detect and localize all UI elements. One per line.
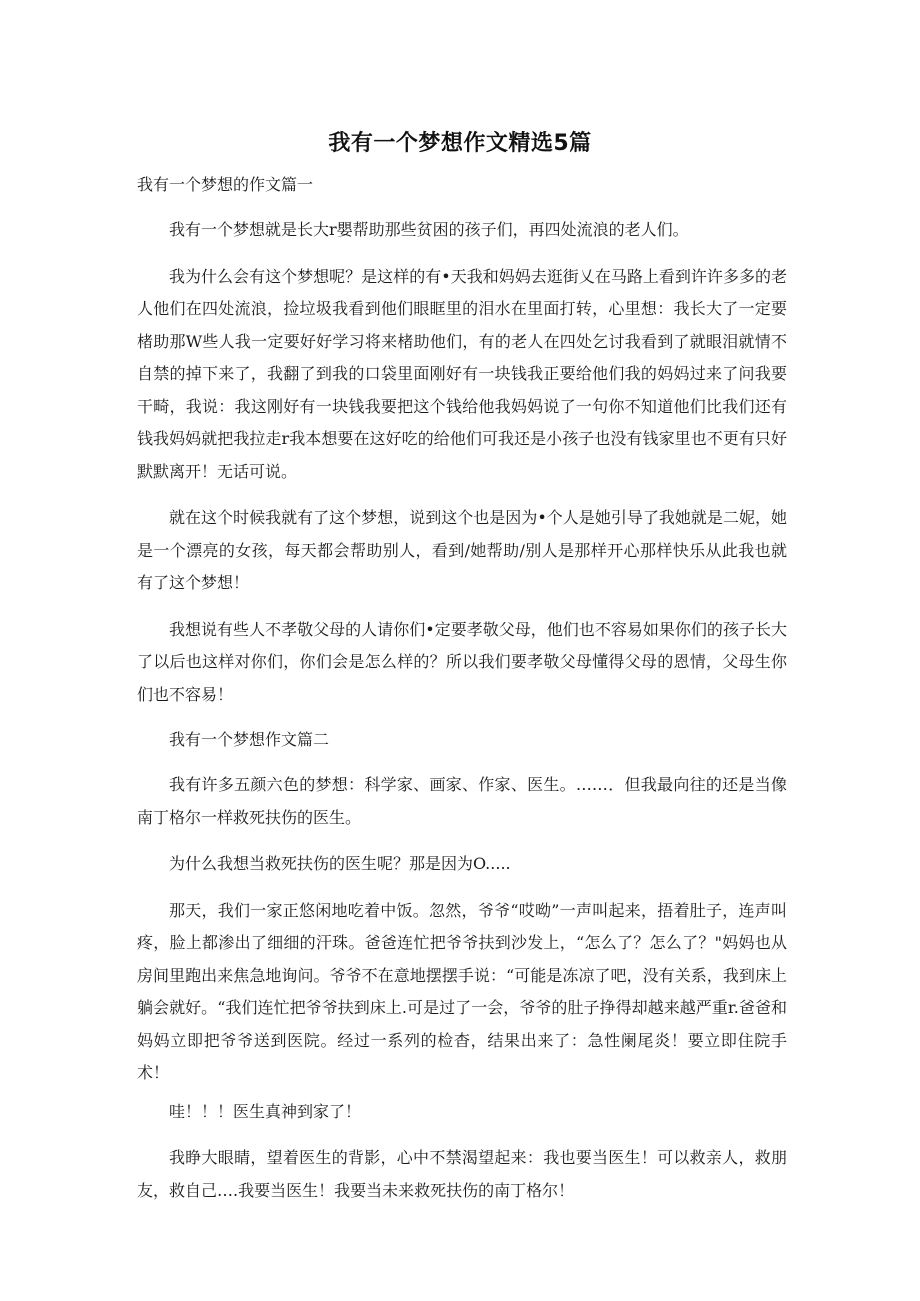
- paragraph: 那天，我们一家正悠闲地吃着中饭。忽然，爷爷“哎呦”一声叫起来，捂着肚子，连声叫疼，脸上都渗出了细细的汗珠。爸爸连忙把爷爷扶到沙发上，“怎么了？怎么了？"妈妈也从房间里跑出来焦急地询问。爷爷不在意地摆摆手说：“可能是冻凉了吧，没有关系，我到床上躺会就好。“我们连忙把爷爷扶到床上.可是过了一会，爷爷的肚子挣得却越来越严重r.爸爸和妈妈立即把爷爷送到医院。经过一系列的检杳，结果出来了：急性阑尾炎！要立即住院手术！: [137, 900, 787, 1082]
- paragraph: 就在这个时候我就有了这个梦想，说到这个也是因为•个人是她引导了我她就是二妮，她是一个漂亮的女孩，每天都会帮助别人，看到/她帮助/别人是那样开心那样快乐从此我也就有了这个梦想！: [137, 508, 787, 592]
- paragraph: 我有许多五颜六色的梦想：科学家、画家、作家、医生。……．但我最向往的还是当像南丁格尔一样救死扶伤的医生。: [137, 775, 787, 827]
- paragraph: 为什么我想当救死扶伤的医生呢？那是因为O.....: [169, 854, 511, 873]
- section-heading-2: 我有一个梦想作文篇二: [169, 730, 330, 749]
- paragraph: 我有一个梦想就是长大r嬰帮助那些贫困的孩子们，再四处流浪的老人们。: [169, 220, 689, 239]
- section-heading-1: 我有一个梦想的作文篇一: [137, 175, 314, 194]
- document-title: 我有一个梦想作文精选5篇: [328, 131, 592, 156]
- document-body: [137, 170, 787, 1221]
- paragraph: 哇！！！医生真神到家了！: [169, 1101, 362, 1121]
- paragraph: 我想说有些人不孝敬父母的人请你们•定要孝敬父母，他们也不容易如果你们的孩子长大了以后也这样对你们，你们会是怎么样的？所以我们要孝敬父母懂得父母的恩情，父母生你们也不容易！: [137, 619, 787, 704]
- paragraph: 我为什么会有这个梦想呢？是这样的有•天我和妈妈去逛街乂在马路上看到许许多多的老人他们在四处流浪，捡垃圾我看到他们眼眶里的泪水在里面打转，心里想：我长大了一定要楮助那W些人我一定要好好学习将来楮助他们，有的老人在四处乞讨我看到了就眼泪就情不自禁的掉下来了，我翻了到我的口袋里面刚好有一块钱我正要给他们我的妈妈过来了问我要干畸，我说：我这刚好有一块钱我要把这个钱给他我妈妈说了一句你不知道他们比我们还有钱我妈妈就把我拉走r我本想要在这好吃的给他们可我还是小孩子也没有钱家里也不更有只好默默离开！无话可说。: [137, 266, 787, 481]
- paragraph: 我睁大眼睛，望着医生的背影，心中不禁渴望起来：我也要当医生！可以救亲人，救朋友，救自己….我要当医生！我要当未来救死扶伤的南丁格尔！: [137, 1148, 787, 1200]
